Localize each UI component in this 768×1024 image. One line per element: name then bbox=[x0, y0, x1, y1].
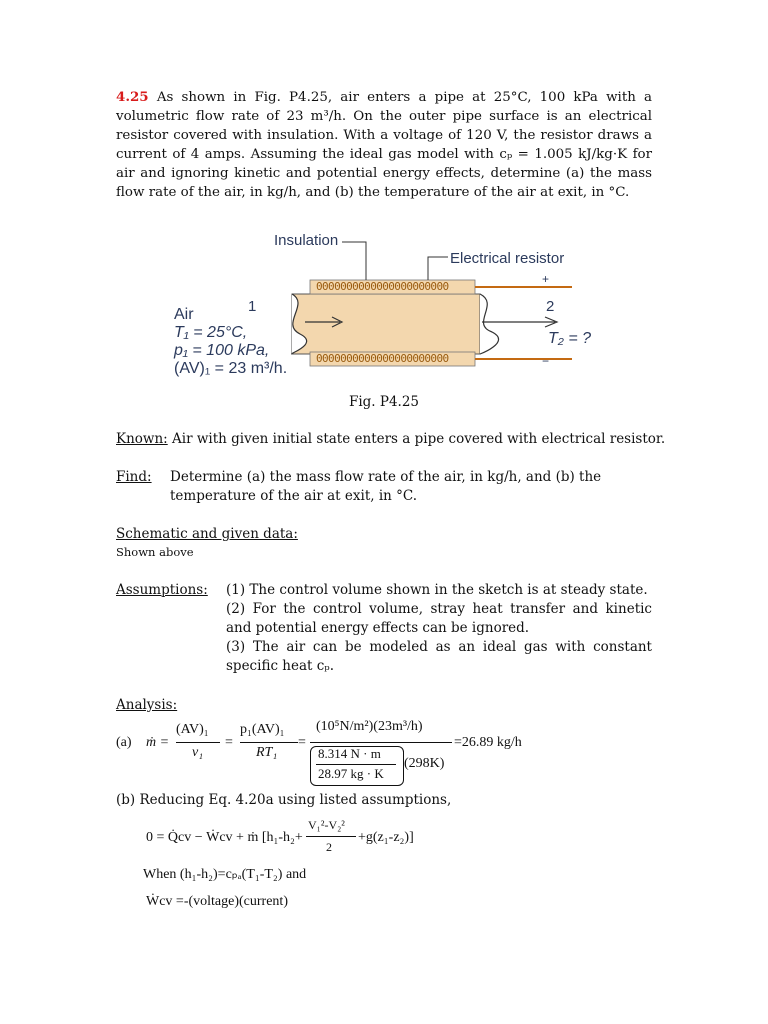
pipe-body bbox=[292, 294, 480, 354]
schematic-text: Shown above bbox=[116, 545, 194, 559]
temp-term: (298K) bbox=[404, 756, 445, 771]
problem-text: As shown in Fig. P4.25, air enters a pipe at 25°C, 100 kPa with a volumetric flow rate of 23 m³/h. On the outer pipe surface is an electrical resistor covered with insulation. With a voltage of 120 V, the resistor draws a current of 4 amps. Assuming the ideal gas model with cₚ = 1.005 kJ/kg·K for air and ignoring kinetic and potential energy effects, determine (a) the mass flow rate of the air, in kg/h, and (b) the temperature of the air at exit, in °C. bbox=[116, 90, 652, 200]
energy-eq-left: 0 = Q̇cv − Ẇcv + ṁ [h₁-h₂+ bbox=[146, 830, 303, 845]
inlet-conditions bbox=[174, 306, 287, 378]
frac1-num: (AV)₁ bbox=[176, 722, 209, 737]
outlet-cut bbox=[480, 294, 499, 354]
energy-frac-bar bbox=[306, 836, 356, 837]
energy-frac-num: V₁²-V₂² bbox=[308, 818, 345, 832]
known-section bbox=[116, 430, 676, 449]
analysis-label: Analysis: bbox=[116, 697, 178, 713]
minus-sign: − bbox=[542, 354, 550, 368]
known-text: Air with given initial state enters a pipe covered with electrical resistor. bbox=[172, 431, 666, 447]
wcv-text: Ẇcv =-(voltage)(current) bbox=[146, 894, 288, 909]
t1-label: T₁ = 25°C, bbox=[174, 324, 248, 341]
assumption-1: (1) The control volume shown in the sketch is at steady state. bbox=[226, 582, 648, 598]
frac1-den: v₁ bbox=[192, 745, 204, 760]
find-text: Determine (a) the mass flow rate of the air, in kg/h, and (b) the temperature of the air at exit, in °C. bbox=[170, 469, 602, 504]
plus-sign: + bbox=[542, 272, 550, 286]
top-coil-text: 0000000000000000000000 bbox=[316, 280, 449, 293]
inlet-number: 1 bbox=[248, 298, 257, 315]
part-b-text: (b) Reducing Eq. 4.20a using listed assumptions, bbox=[116, 792, 452, 808]
resistor-leader bbox=[428, 257, 448, 280]
assumption-3: (3) The air can be modeled as an ideal gas with constant specific heat cₚ. bbox=[226, 639, 652, 674]
frac2-num: p₁(AV)₁ bbox=[240, 722, 285, 737]
av1-label: (AV)₁ = 23 m³/h. bbox=[174, 360, 288, 377]
r-den: 28.97 kg · K bbox=[318, 766, 384, 781]
frac1-bar bbox=[176, 742, 220, 743]
outlet-number: 2 bbox=[546, 298, 555, 315]
r-bar bbox=[316, 764, 396, 765]
part-a-label: (a) bbox=[116, 735, 132, 750]
assumptions-label: Assumptions: bbox=[116, 582, 208, 598]
result-a: =26.89 kg/h bbox=[454, 735, 522, 750]
insulation-leader bbox=[342, 242, 366, 280]
frac3-num: (10⁵N/m²)(23m³/h) bbox=[316, 719, 423, 734]
mdot-symbol: ṁ = bbox=[146, 735, 170, 750]
frac3-bar bbox=[310, 742, 452, 743]
p1-label: p₁ = 100 kPa, bbox=[174, 342, 270, 359]
frac2-bar bbox=[240, 742, 298, 743]
when-text: When (h₁-h₂)=cₚₐ(T₁-T₂) and bbox=[143, 867, 307, 882]
r-num: 8.314 N · m bbox=[318, 746, 381, 761]
equals-2: = bbox=[298, 735, 306, 750]
t2-label: T₂ = ? bbox=[548, 330, 592, 347]
energy-frac-den: 2 bbox=[326, 840, 332, 854]
figure-caption: Fig. P4.25 bbox=[348, 394, 420, 410]
assumption-2: (2) For the control volume, stray heat transfer and kinetic and potential energy effects can be ignored. bbox=[226, 601, 652, 636]
insulation-label: Insulation bbox=[274, 232, 339, 249]
energy-eq-right: +g(z₁-z₂)] bbox=[358, 830, 414, 845]
bottom-coil-text: 0000000000000000000000 bbox=[316, 352, 449, 365]
figure-p4-25 bbox=[170, 224, 610, 392]
problem-statement bbox=[116, 88, 652, 202]
equals-1: = bbox=[225, 735, 233, 750]
find-label: Find: bbox=[116, 469, 152, 485]
known-label: Known: bbox=[116, 431, 168, 447]
resistor-label: Electrical resistor bbox=[450, 250, 565, 267]
frac2-den: RT₁ bbox=[256, 745, 278, 760]
problem-number: 4.25 bbox=[116, 89, 149, 105]
schematic-label: Schematic and given data: bbox=[116, 526, 298, 542]
air-label: Air bbox=[174, 306, 194, 323]
